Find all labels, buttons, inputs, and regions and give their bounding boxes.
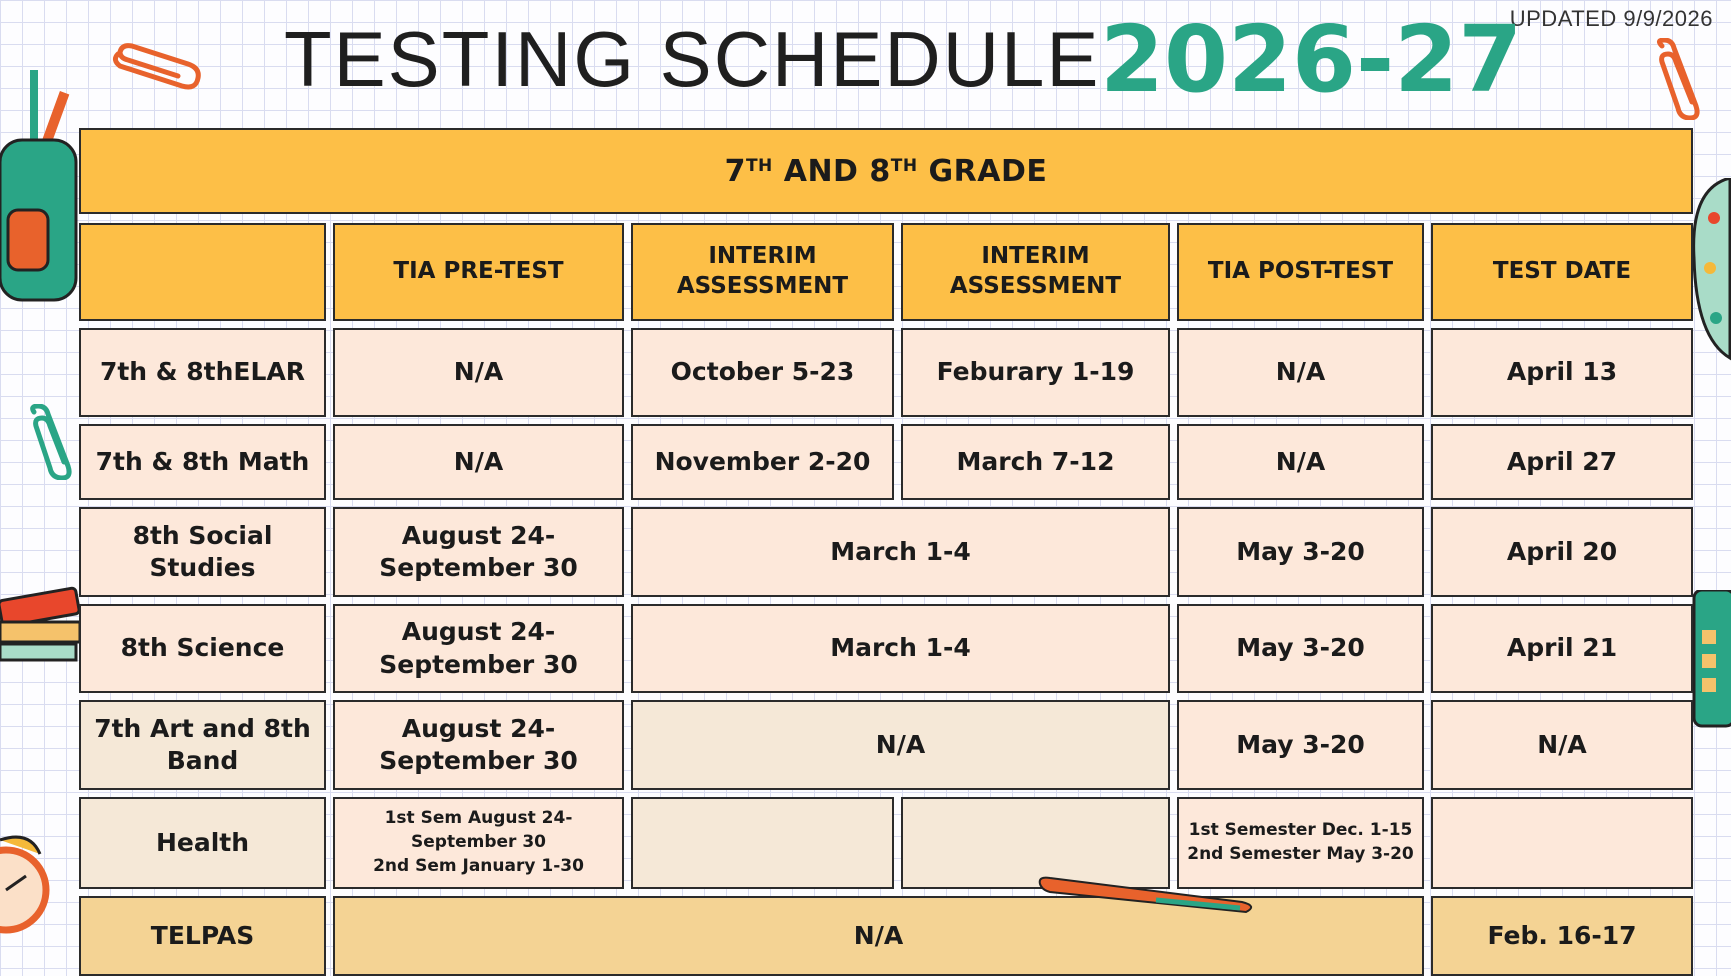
cell-interim-merged: March 1-4 <box>631 507 1170 597</box>
cell-test-date: April 13 <box>1431 328 1693 417</box>
subject-label: 7th & 8thELAR <box>99 357 306 387</box>
cell-pretest: August 24-September 30 <box>333 604 624 693</box>
paperclip-icon <box>108 40 204 92</box>
column-header-tia-pre-test: TIA PRE-TEST <box>333 223 624 321</box>
cell-interim-1 <box>631 797 894 889</box>
column-header-interim-1: INTERIM ASSESSMENT <box>631 223 894 321</box>
row-subject-art-band: 7th Art and 8th Band <box>79 700 326 790</box>
calculator-icon <box>1690 590 1731 730</box>
row-subject-health: Health <box>79 797 326 889</box>
cell-posttest: May 3-20 <box>1177 507 1424 597</box>
cell-posttest: May 3-20 <box>1177 700 1424 790</box>
books-icon <box>0 574 82 666</box>
cell-pretest: August 24-September 30 <box>333 700 624 790</box>
cell-interim-merged: March 1-4 <box>631 604 1170 693</box>
cell-interim-1: October 5-23 <box>631 328 894 417</box>
cell-merged-span: N/A <box>333 896 1424 976</box>
cell-test-date: N/A <box>1431 700 1693 790</box>
cell-posttest: May 3-20 <box>1177 604 1424 693</box>
paperclip-icon <box>1652 38 1706 120</box>
column-header-tia-post-test: TIA POST-TEST <box>1177 223 1424 321</box>
row-subject-social-studies: 8th Social Studies <box>79 507 326 597</box>
paperclip-icon <box>26 404 76 480</box>
cell-interim-2 <box>901 797 1170 889</box>
cell-test-date: April 20 <box>1431 507 1693 597</box>
row-subject-elar <box>79 328 326 417</box>
column-header-test-date: TEST DATE <box>1431 223 1693 321</box>
grade-banner-text: 7TH AND 8TH GRADE <box>724 153 1048 189</box>
posttest-line-1: 1st Semester Dec. 1-15 <box>1188 820 1413 841</box>
palette-icon <box>1690 178 1731 368</box>
grade-banner <box>79 128 1693 214</box>
row-subject-telpas: TELPAS <box>79 896 326 976</box>
posttest-line-2: 2nd Semester May 3-20 <box>1187 844 1414 864</box>
cell-test-date <box>1431 797 1693 889</box>
cell-interim-merged: N/A <box>631 700 1170 790</box>
cell-pretest: August 24-September 30 <box>333 507 624 597</box>
column-header-interim-2: INTERIM ASSESSMENT <box>901 223 1170 321</box>
row-subject-science: 8th Science <box>79 604 326 693</box>
page-title: TESTING SCHEDULE <box>284 15 1101 103</box>
cell-posttest: N/A <box>1177 328 1424 417</box>
cell-posttest <box>1177 797 1424 889</box>
pretest-line-2: 2nd Sem January 1-30 <box>373 855 584 876</box>
pretest-line-1: 1st Sem August 24-September 30 <box>384 808 573 853</box>
cell-test-date: April 27 <box>1431 424 1693 500</box>
cell-pretest: N/A <box>333 424 624 500</box>
column-header-subject <box>79 223 326 321</box>
cell-test-date: Feb. 16-17 <box>1431 896 1693 976</box>
cell-posttest: N/A <box>1177 424 1424 500</box>
cell-interim-2: March 7-12 <box>901 424 1170 500</box>
updated-date: UPDATED 9/9/2026 <box>1509 6 1713 31</box>
backpack-icon <box>0 70 86 310</box>
cell-pretest <box>333 797 624 889</box>
school-year: 2026-27 <box>1100 6 1523 113</box>
cell-interim-2: Feburary 1-19 <box>901 328 1170 417</box>
cell-pretest: N/A <box>333 328 624 417</box>
cell-test-date: April 21 <box>1431 604 1693 693</box>
cell-interim-1: November 2-20 <box>631 424 894 500</box>
row-subject-math: 7th & 8th Math <box>79 424 326 500</box>
alarm-clock-icon <box>0 820 50 973</box>
